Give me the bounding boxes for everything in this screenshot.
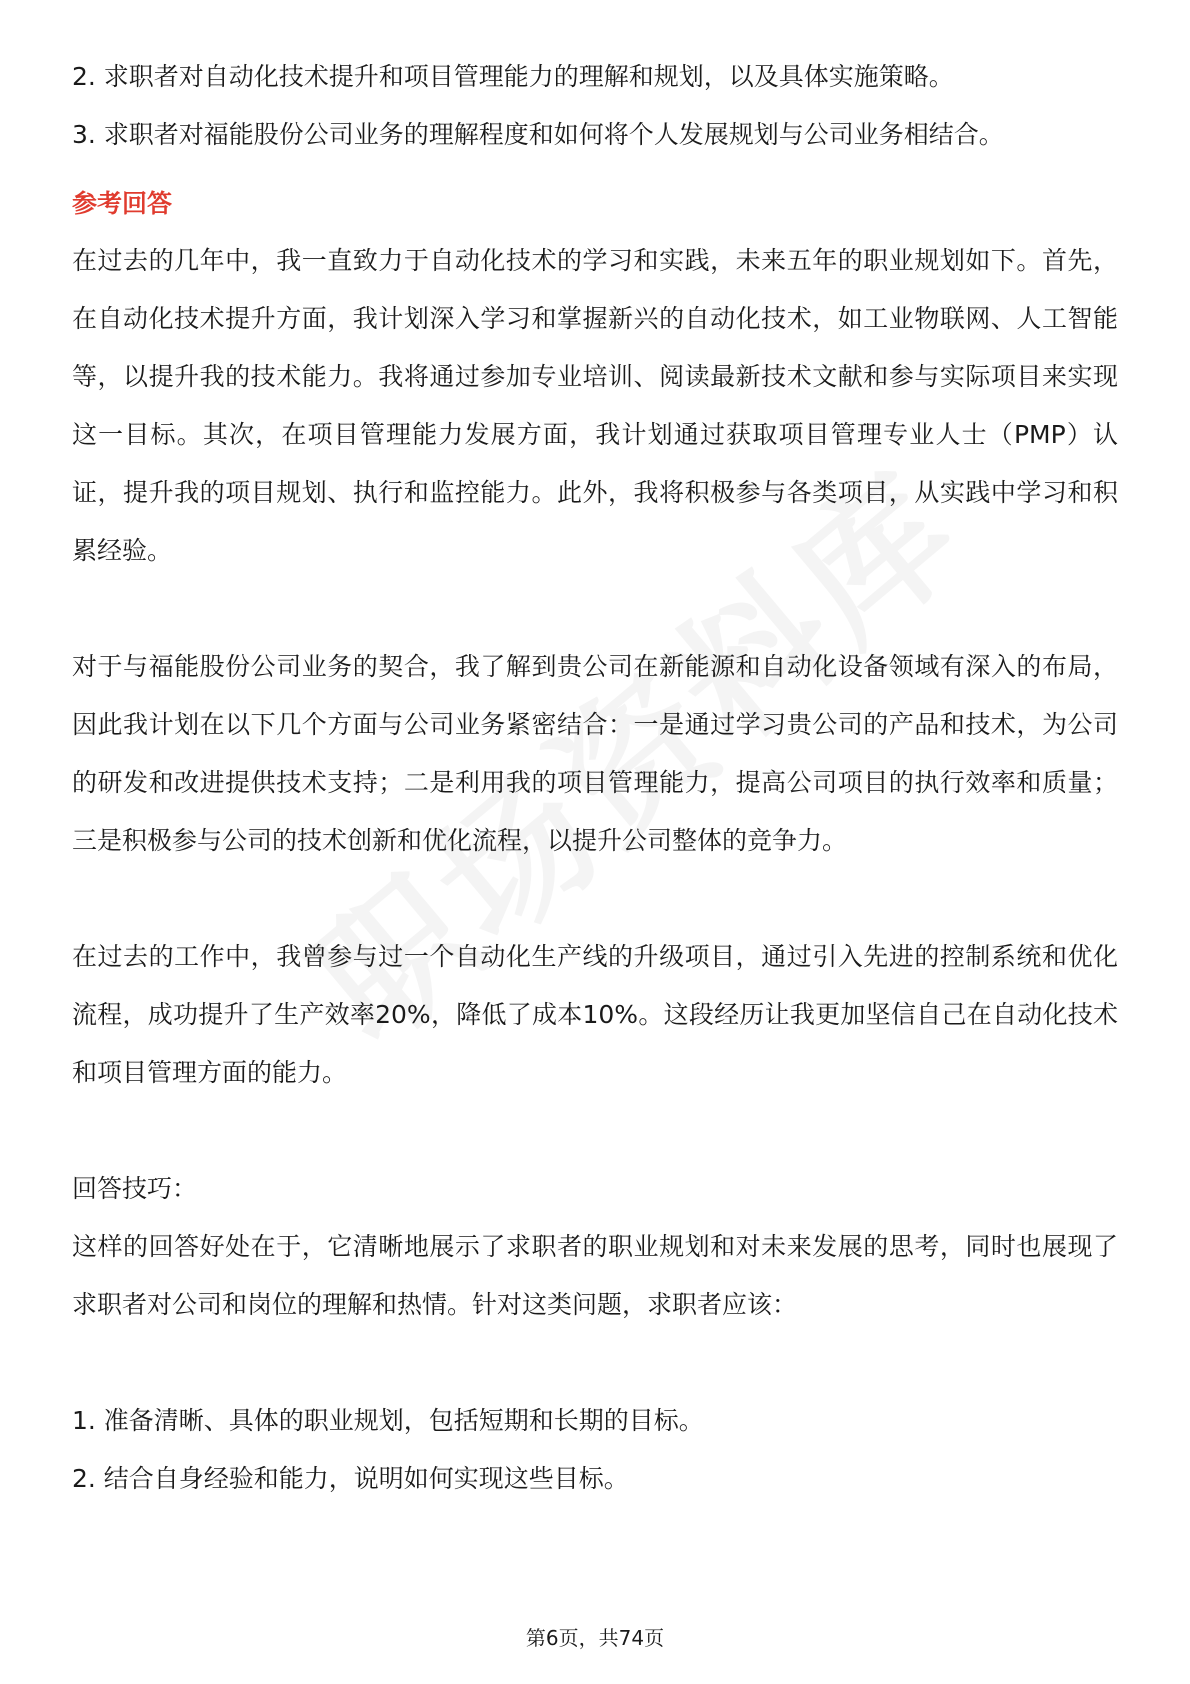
answer-paragraph: 对于与福能股份公司业务的契合，我了解到贵公司在新能源和自动化设备领域有深入的布局，因此我计划在以下几个方面与公司业务紧密结合：一是通过学习贵公司的产品和技术，为公司的研发和改进提供技术支持；二是利用我的项目管理能力，提高公司项目的执行效率和质量；三是积极参与公司的技术创新和优化流程，以提升公司整体的竞争力。 [72, 652, 1118, 855]
page-number: 第6页，共74页 [525, 1626, 665, 1650]
answer-paragraph: 在过去的工作中，我曾参与过一个自动化生产线的升级项目，通过引入先进的控制系统和优化流程，成功提升了生产效率20%，降低了成本10%。这段经历让我更加坚信自己在自动化技术和项目管理方面的能力。 [72, 942, 1118, 1087]
section-heading-tips: 回答技巧： [72, 1174, 198, 1203]
list-item: 1. 准备清晰、具体的职业规划，包括短期和长期的目标。 [72, 1406, 704, 1435]
list-item: 2. 结合自身经验和能力，说明如何实现这些目标。 [72, 1464, 629, 1493]
section-heading-answer: 参考回答 [72, 189, 173, 218]
tips-paragraph: 这样的回答好处在于，它清晰地展示了求职者的职业规划和对未来发展的思考，同时也展现了求职者对公司和岗位的理解和热情。针对这类问题，求职者应该： [72, 1232, 1118, 1319]
answer-paragraph: 在过去的几年中，我一直致力于自动化技术的学习和实践，未来五年的职业规划如下。首先，在自动化技术提升方面，我计划深入学习和掌握新兴的自动化技术，如工业物联网、人工智能等，以提升我的技术能力。我将通过参加专业培训、阅读最新技术文献和参与实际项目来实现这一目标。其次，在项目管理能力发展方面，我计划通过获取项目管理专业人士（PMP）认证，提升我的项目规划、执行和监控能力。此外，我将积极参与各类项目，从实践中学习和积累经验。 [72, 246, 1118, 565]
list-item: 2. 求职者对自动化技术提升和项目管理能力的理解和规划，以及具体实施策略。 [72, 62, 954, 91]
list-item: 3. 求职者对福能股份公司业务的理解程度和如何将个人发展规划与公司业务相结合。 [72, 120, 1004, 149]
document-body [72, 48, 1118, 1508]
